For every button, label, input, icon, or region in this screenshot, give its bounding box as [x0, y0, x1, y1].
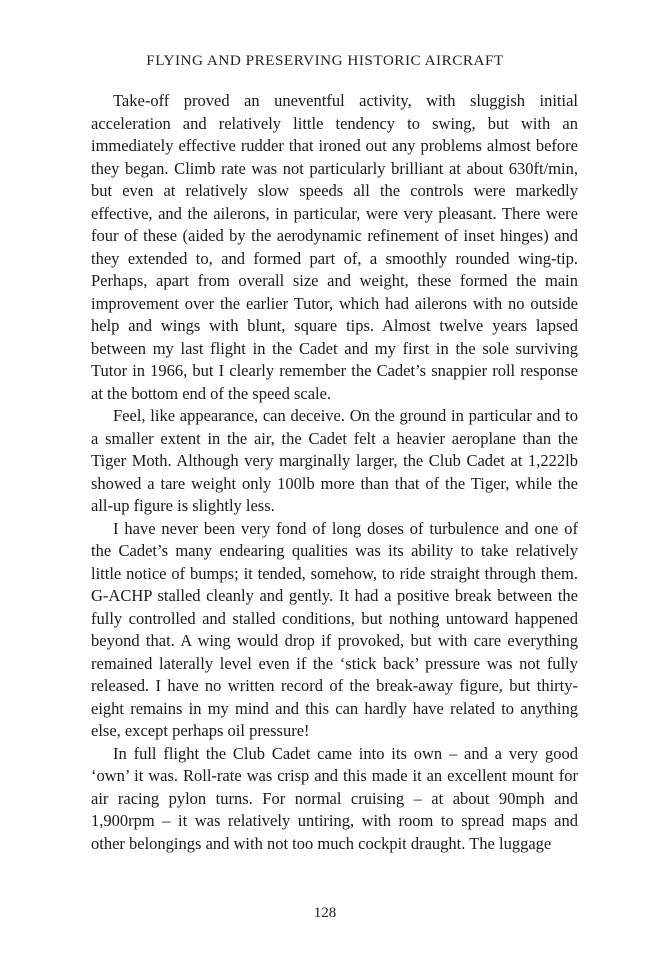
body-text: [91, 90, 578, 855]
paragraph: In full flight the Club Cadet came into its own – and a very good ‘own’ it was. Roll-rate was crisp and this made it an excellent mount for air racing pylon turns. For normal cruising – at about 90mph and 1,900rpm – it was relatively untiring, with room to spread maps and other belongings and with not too much cockpit draught. The luggage: [91, 743, 578, 853]
paragraph: Take-off proved an uneventful activity, with sluggish initial acceleration and relatively little tendency to swing, but with an immediately effective rudder that ironed out any problems almost before they began. Climb rate was not particularly brilliant at about 630ft/min, but even at relatively slow speeds all the controls were markedly effective, and the ailerons, in particular, were very pleasant. There were four of these (aided by the aerodynamic refinement of inset hinges) and they extended to, and formed part of, a smoothly rounded wing-tip. Perhaps, apart from overall size and weight, these formed the main improvement over the earlier Tutor, which had ailerons with no outside help and wings with blunt, square tips. Almost twelve years lapsed between my last flight in the Cadet and my first in the sole surviving Tutor in 1966, but I clearly remember the Cadet’s snappier roll response at the bottom end of the speed scale.: [91, 91, 578, 403]
page-number: 128: [313, 905, 337, 921]
paragraph: Feel, like appearance, can deceive. On the ground in particular and to a smaller extent in the air, the Cadet felt a heavier aeroplane than the Tiger Moth. Although very marginally larger, the Club Cadet at 1,222lb showed a tare weight only 100lb more than that of the Tiger, while the all-up figure is slightly less.: [91, 406, 578, 515]
paragraph: I have never been very fond of long doses of turbulence and one of the Cadet’s many endearing qualities was its ability to take relatively little notice of bumps; it tended, somehow, to ride straight through them. G-ACHP stalled cleanly and gently. It had a positive break between the fully controlled and stalled conditions, but nothing untoward happened beyond that. A wing would drop if provoked, but with care everything remained laterally level even if the ‘stick back’ pressure was not fully released. I have no written record of the break-away figure, but thirty-eight remains in my mind and this can hardly have related to anything else, except perhaps oil pressure!: [91, 518, 578, 740]
running-title: FLYING AND PRESERVING HISTORIC AIRCRAFT: [146, 52, 504, 69]
